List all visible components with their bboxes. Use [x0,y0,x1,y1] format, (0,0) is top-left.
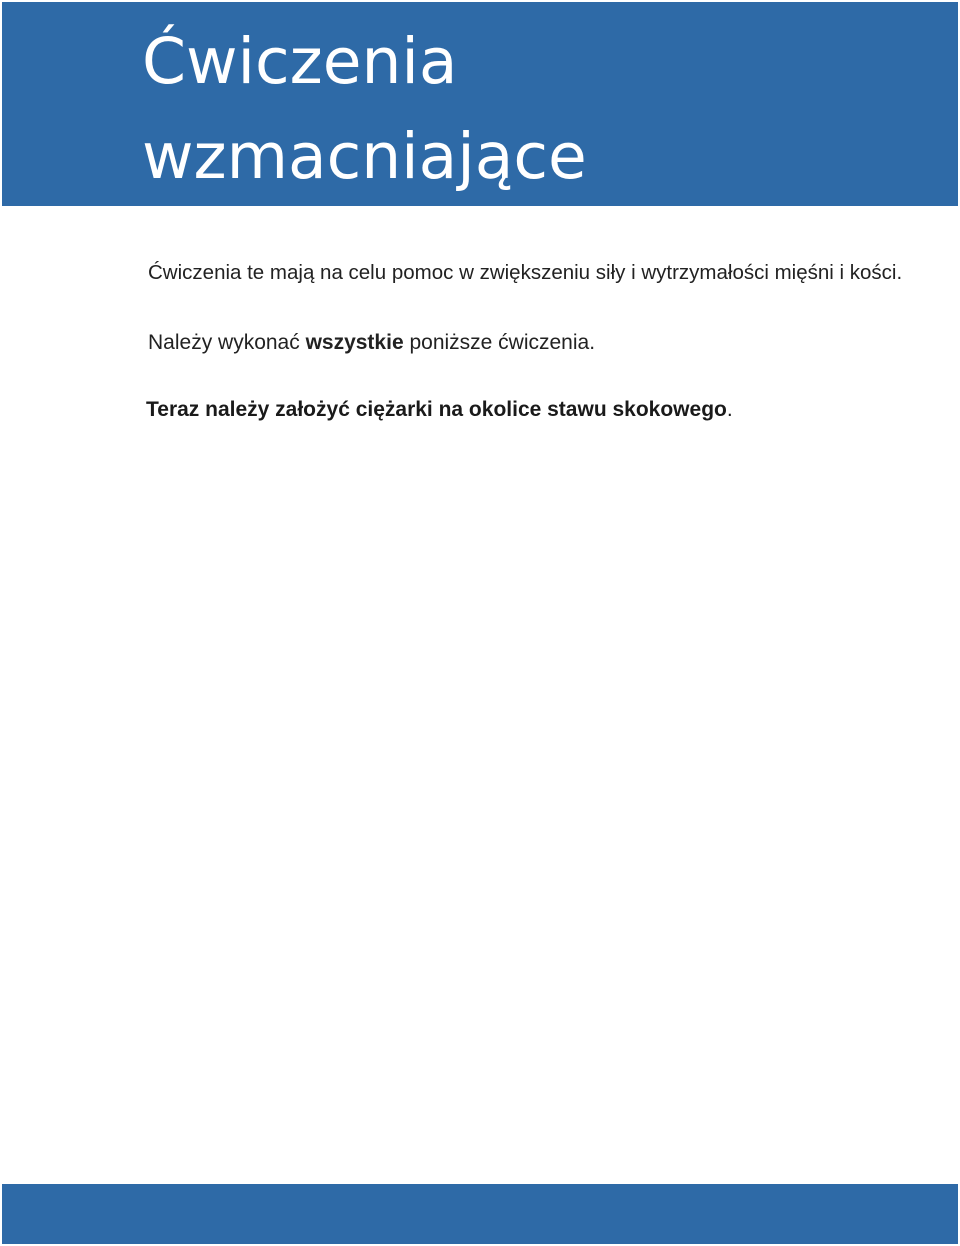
instruction-paragraph [148,328,908,358]
instruction-text-end: poniższe ćwiczenia. [403,331,596,354]
weights-note-period: . [726,398,733,421]
instruction-emphasis: wszystkie [305,331,404,354]
page-title [142,14,587,204]
page-title-line-1: Ćwiczenia [142,25,458,98]
document-page [2,2,958,1244]
instruction-text-start: Należy wykonać [148,331,306,354]
footer-band [2,1184,958,1244]
intro-paragraph: Ćwiczenia te mają na celu pomoc w zwiększeniu siły i wytrzymałości mięśni i kości. [148,261,903,284]
content-area [148,250,908,425]
header-band [2,2,958,206]
weights-note [146,395,908,425]
weights-note-text: Teraz należy założyć ciężarki na okolice stawu skokowego [146,398,727,421]
page-title-line-2: wzmacniające [142,120,587,193]
